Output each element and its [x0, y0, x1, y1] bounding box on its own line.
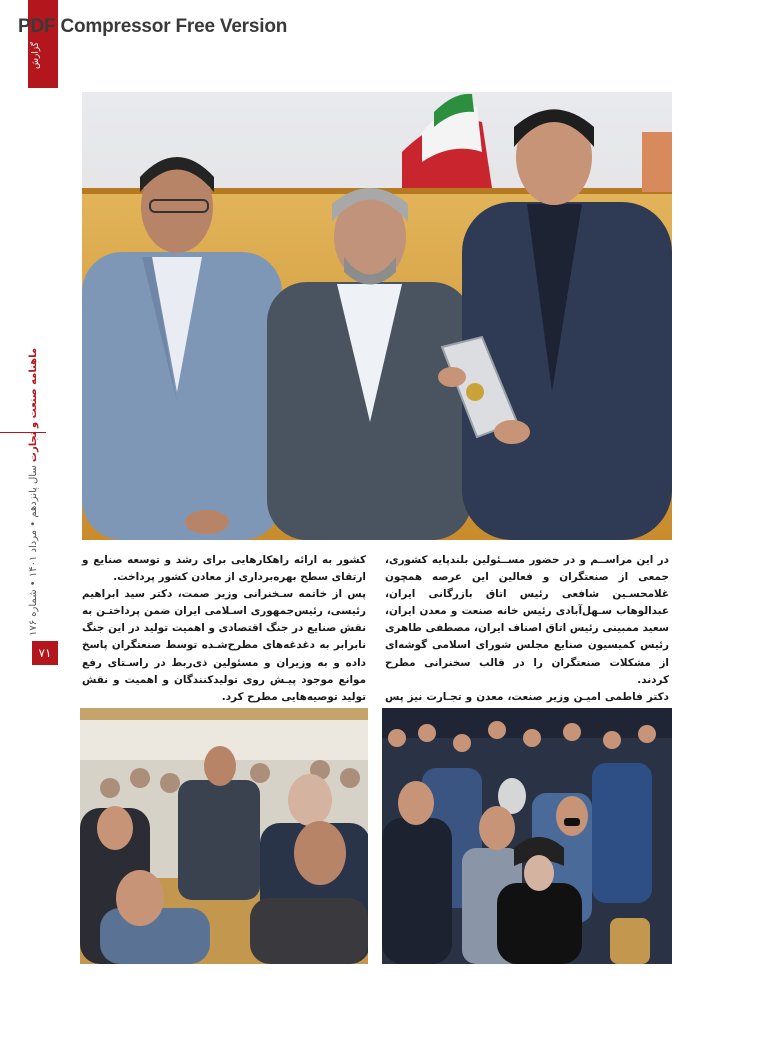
- page-number: ۷۱: [32, 641, 58, 665]
- president-photo: [382, 708, 672, 964]
- article-column-left: [82, 552, 366, 706]
- side-rule: [0, 432, 46, 433]
- side-subtitle: سال پانزدهم • مرداد ۱۴۰۱ • شماره ۱۷۶: [28, 465, 39, 636]
- paragraph: در این مراســم و در حضور مســئولین بلندپایه کشوری، جمعی از صنعتگران و فعالین این عرصه همچون غلامحسـین شافعی رئیس اتاق بازرگانی ایران، عبدالوهاب سـهل‌آبادی رئیس خانه صنعت و معدن ایران، سعید ممبینی رئیس اتاق اصناف ایران، مصطفی طاهری رئیس کمیسیون صنایع مجلس شورای اسلامی گوشه‌ای از مشکلات صنعتگران را در قالب سخنرانی مطرح کردند.: [385, 554, 669, 686]
- section-tab-label: گزارش: [31, 41, 41, 69]
- side-title: ماهنامه صنعت و تجارت: [28, 347, 39, 463]
- side-running-title: [28, 347, 44, 636]
- award-ceremony-illustration: [82, 92, 672, 540]
- paragraph: کشور به ارائه راهکارهایی برای رشد و توسعه صنایع و ارتقای سطح بهره‌برداری از معادن کشور پرداخت.: [82, 554, 366, 584]
- paragraph: پس از خاتمه سـخنرانی وزیر صمت، دکتر سید ابراهیم رئیسی، رئیس‌جمهوری اسـلامی ایران ضمن پرداختـن به نقش صنایع در جنگ اقتصادی و اهمیت تولید در این جنگ نابرابر به دغدغه‌های مطرح‌شـده توسط صنعتگران پاسخ داده و به وزیران و مسئولین ذی‌ربط در راسـتای رفع موانع موجود پیـش روی تولیدکنندگان و اهمیت و نقش تولید توصیه‌هایی مطرح کرد.: [82, 588, 366, 703]
- president-crowd-illustration: [382, 708, 672, 964]
- paragraph: دکتر فاطمی امیـن وزیر صنعت، معدن و تجـارت نیز پس: [385, 690, 669, 703]
- audience-illustration: [80, 708, 368, 964]
- watermark: PDF Compressor Free Version: [18, 16, 288, 37]
- audience-photo: [80, 708, 368, 964]
- main-photo: [82, 92, 672, 540]
